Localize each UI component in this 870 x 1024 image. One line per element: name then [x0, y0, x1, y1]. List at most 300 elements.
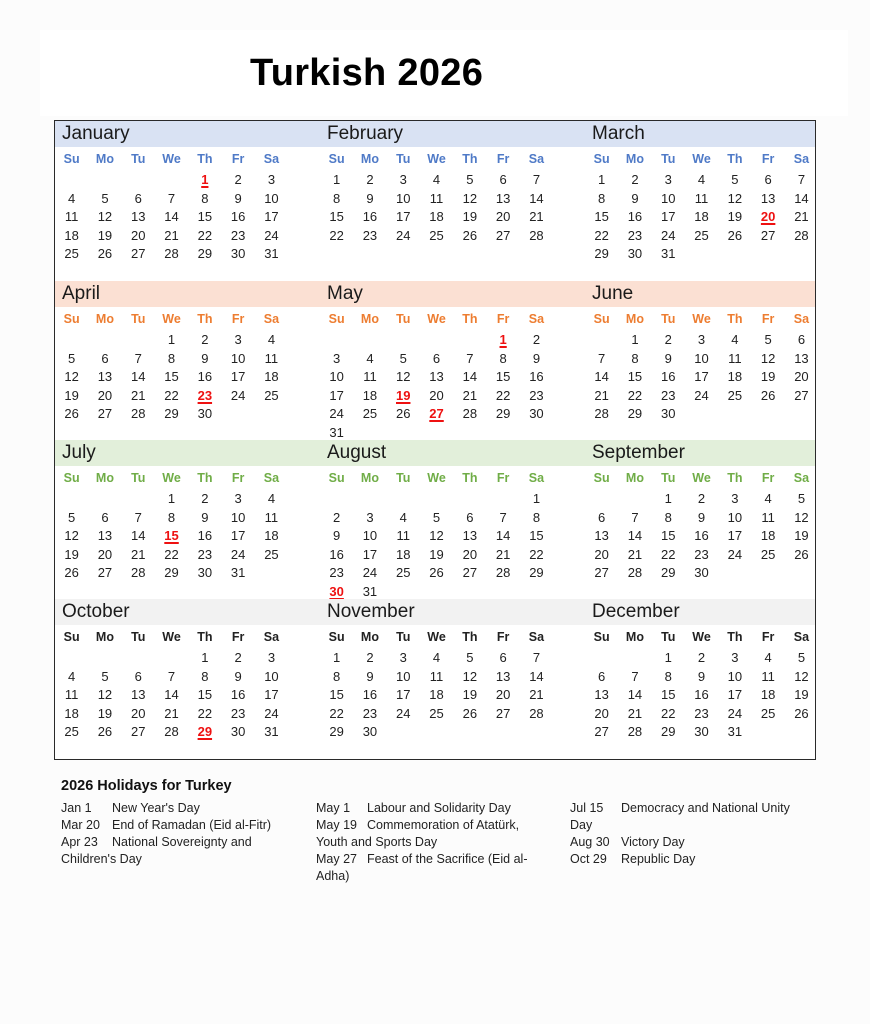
- empty-day-cell: [387, 490, 420, 509]
- week-row: [55, 368, 288, 387]
- holiday-date: Jul 15: [570, 801, 604, 815]
- day-cell: 5: [731, 172, 739, 187]
- weekday-label: We: [162, 630, 181, 644]
- day-cell: 12: [760, 350, 776, 366]
- weekday-label: Fr: [761, 152, 775, 166]
- day-cell: 4: [432, 172, 441, 187]
- empty-day-cell: [155, 649, 188, 668]
- week-row: [320, 190, 553, 209]
- weekday-label: Sa: [263, 312, 280, 326]
- month-november: [320, 599, 582, 759]
- day-cell: 20: [131, 705, 146, 721]
- day-cell: 14: [131, 369, 146, 384]
- day-cell: 15: [661, 528, 676, 543]
- empty-day-cell: [55, 649, 88, 668]
- quarter-row: [55, 440, 815, 600]
- day-cell: 4: [267, 491, 276, 506]
- weekday-label: Th: [197, 152, 213, 166]
- week-row: [585, 723, 818, 742]
- day-cell: 7: [134, 509, 142, 525]
- day-cell: 9: [366, 190, 374, 206]
- day-cell: 25: [429, 705, 444, 721]
- day-cell: 26: [97, 724, 113, 739]
- weekday-label: We: [692, 152, 711, 166]
- month-may: [320, 281, 582, 441]
- page-title: Turkish 2026: [250, 52, 484, 94]
- week-row: [585, 405, 818, 424]
- day-cell: 4: [366, 350, 374, 366]
- day-cell: 24: [694, 387, 709, 403]
- weekday-label: Sa: [793, 152, 810, 166]
- week-row: [585, 668, 818, 687]
- day-cell: 26: [727, 227, 743, 243]
- day-cell: 11: [396, 528, 410, 543]
- day-cell: 13: [760, 190, 776, 206]
- month-name: January: [62, 123, 130, 144]
- day-cell: 1: [201, 650, 209, 665]
- week-row: [55, 564, 288, 583]
- empty-day-cell: [88, 331, 121, 350]
- day-cell: 26: [462, 227, 478, 243]
- empty-day-cell: [751, 405, 784, 424]
- week-row: [55, 509, 288, 528]
- day-cell: 23: [197, 546, 213, 562]
- day-cell: 1: [532, 491, 541, 506]
- week-row: [55, 245, 288, 264]
- day-cell: 31: [230, 565, 246, 580]
- empty-day-cell: [122, 649, 155, 668]
- weekday-label: Su: [328, 630, 345, 644]
- month-name: November: [327, 601, 415, 622]
- week-row: [55, 331, 288, 350]
- day-cell: 21: [131, 387, 146, 403]
- day-cell: 28: [131, 565, 146, 580]
- month-july: [55, 440, 317, 600]
- day-cell: 13: [495, 668, 511, 684]
- day-cell: 3: [366, 509, 374, 525]
- weekday-label: Fr: [496, 312, 510, 326]
- week-row: [585, 649, 818, 668]
- empty-day-cell: [353, 490, 386, 509]
- weekday-label: Fr: [761, 312, 775, 326]
- day-cell: 26: [760, 387, 776, 403]
- day-cell: 9: [234, 668, 242, 684]
- weekday-label: Mo: [95, 630, 114, 644]
- day-cell: 9: [697, 509, 706, 525]
- day-cell: 3: [399, 172, 407, 187]
- day-cell: 9: [697, 668, 706, 684]
- holiday-day-cell: 1: [201, 172, 209, 187]
- weekday-label: Sa: [263, 630, 280, 644]
- day-cell: 27: [594, 565, 609, 580]
- day-cell: 25: [64, 724, 79, 739]
- day-cell: 24: [396, 227, 411, 243]
- day-cell: 27: [462, 565, 478, 580]
- quarter-row: [55, 121, 815, 281]
- empty-day-cell: [486, 490, 519, 509]
- holiday-day-cell: 19: [396, 387, 411, 403]
- week-row: [55, 387, 288, 406]
- day-cell: 6: [499, 172, 507, 187]
- weekday-label: Th: [197, 630, 213, 644]
- empty-day-cell: [420, 490, 453, 509]
- day-cell: 22: [661, 705, 676, 721]
- week-row: [585, 564, 818, 583]
- week-row: [585, 190, 818, 209]
- day-cell: 22: [197, 705, 213, 721]
- day-cell: 19: [462, 209, 478, 224]
- empty-day-cell: [420, 331, 453, 350]
- day-cell: 22: [329, 705, 344, 721]
- empty-day-cell: [585, 490, 618, 509]
- empty-day-cell: [88, 171, 121, 190]
- weekday-header-row: [320, 312, 553, 326]
- week-row: [320, 705, 553, 724]
- weekday-label: Mo: [625, 471, 644, 485]
- weekday-label: We: [427, 630, 446, 644]
- day-cell: 2: [234, 650, 242, 665]
- week-row: [585, 350, 818, 369]
- week-row: [320, 208, 553, 227]
- weekday-label: Th: [727, 312, 743, 326]
- holiday-item: [61, 817, 289, 834]
- empty-day-cell: [453, 490, 486, 509]
- day-cell: 16: [694, 687, 709, 702]
- day-cell: 31: [264, 246, 279, 261]
- day-cell: 16: [362, 687, 378, 702]
- weekday-label: Fr: [496, 152, 510, 166]
- day-cell: 20: [462, 546, 478, 562]
- week-row: [585, 490, 818, 509]
- weekday-label: Tu: [131, 312, 146, 326]
- day-cell: 30: [529, 406, 544, 421]
- holiday-column: [316, 800, 544, 885]
- day-cell: 28: [529, 227, 544, 243]
- day-cell: 4: [764, 491, 772, 506]
- holiday-date: Oct 29: [570, 852, 607, 866]
- day-cell: 3: [697, 332, 706, 347]
- day-cell: 2: [333, 509, 341, 525]
- week-row: [320, 686, 553, 705]
- day-cell: 22: [164, 387, 179, 403]
- weekday-label: Su: [593, 630, 610, 644]
- day-cell: 2: [697, 491, 706, 506]
- day-cell: 4: [68, 668, 76, 684]
- day-cell: 19: [64, 387, 79, 403]
- empty-day-cell: [453, 331, 486, 350]
- week-row: [320, 490, 553, 509]
- weekday-label: Su: [63, 630, 80, 644]
- day-cell: 10: [264, 668, 279, 684]
- empty-day-cell: [122, 331, 155, 350]
- weekday-label: We: [162, 312, 181, 326]
- quarter-row: [55, 599, 815, 759]
- day-cell: 19: [794, 687, 809, 702]
- day-cell: 22: [627, 387, 643, 403]
- day-cell: 5: [101, 668, 109, 684]
- weekday-label: Su: [593, 152, 610, 166]
- day-cell: 7: [466, 350, 474, 366]
- day-cell: 27: [495, 705, 511, 721]
- day-cell: 27: [760, 227, 776, 243]
- day-cell: 9: [532, 350, 541, 366]
- weekday-label: Mo: [625, 152, 644, 166]
- day-cell: 24: [362, 565, 378, 580]
- day-cell: 8: [333, 668, 341, 684]
- day-cell: 26: [64, 565, 79, 580]
- day-cell: 14: [627, 687, 643, 702]
- day-cell: 17: [727, 528, 743, 543]
- day-cell: 18: [396, 546, 411, 562]
- weekday-label: Th: [462, 630, 478, 644]
- day-cell: 23: [362, 227, 378, 243]
- day-cell: 11: [694, 190, 709, 206]
- day-cell: 21: [529, 209, 544, 224]
- day-cell: 2: [532, 332, 541, 347]
- weekday-label: Mo: [95, 312, 114, 326]
- day-cell: 27: [97, 406, 113, 421]
- day-cell: 8: [167, 350, 176, 366]
- week-row: [585, 245, 818, 264]
- month-name: June: [592, 283, 634, 304]
- day-cell: 30: [197, 565, 213, 580]
- weekday-label: Tu: [131, 471, 146, 485]
- weekday-header-row: [55, 471, 288, 485]
- day-cell: 27: [594, 724, 609, 739]
- day-cell: 16: [362, 209, 378, 224]
- day-cell: 8: [532, 509, 541, 525]
- day-cell: 25: [64, 246, 79, 261]
- empty-day-cell: [520, 723, 553, 742]
- day-cell: 16: [627, 209, 643, 224]
- day-cell: 3: [333, 350, 341, 366]
- month-name: May: [327, 283, 363, 304]
- week-row: [585, 227, 818, 246]
- empty-day-cell: [486, 723, 519, 742]
- day-cell: 29: [594, 246, 609, 261]
- day-cell: 12: [727, 190, 743, 206]
- holiday-day-cell: 1: [499, 332, 507, 347]
- day-cell: 30: [230, 724, 246, 739]
- empty-day-cell: [221, 405, 254, 424]
- holiday-name: Democracy and National Unity Day: [570, 801, 790, 832]
- weekday-label: Su: [328, 312, 345, 326]
- day-cell: 13: [495, 190, 511, 206]
- weekday-label: Sa: [793, 471, 810, 485]
- empty-day-cell: [751, 245, 784, 264]
- week-row: [585, 331, 818, 350]
- day-cell: 11: [264, 509, 279, 525]
- day-cell: 14: [529, 668, 544, 684]
- holiday-name: Commemoration of Atatürk, Youth and Sports Day: [316, 818, 520, 849]
- day-cell: 7: [631, 668, 639, 684]
- day-cell: 15: [529, 528, 544, 543]
- day-cell: 14: [529, 190, 544, 206]
- day-cell: 25: [694, 227, 709, 243]
- day-cell: 15: [495, 369, 511, 384]
- day-cell: 17: [264, 687, 279, 702]
- weekday-label: Tu: [131, 152, 146, 166]
- day-cell: 10: [230, 509, 246, 525]
- day-cell: 3: [731, 650, 739, 665]
- day-cell: 23: [694, 546, 709, 562]
- day-cell: 31: [329, 424, 344, 440]
- day-cell: 3: [664, 172, 672, 187]
- day-cell: 8: [499, 350, 507, 366]
- day-cell: 29: [661, 565, 676, 580]
- week-row: [585, 387, 818, 406]
- day-cell: 12: [97, 687, 113, 702]
- empty-day-cell: [88, 649, 121, 668]
- day-cell: 23: [694, 705, 709, 721]
- day-cell: 7: [598, 350, 606, 366]
- month-june: [585, 281, 847, 441]
- day-cell: 22: [661, 546, 676, 562]
- day-cell: 21: [462, 387, 478, 403]
- holidays-heading: 2026 Holidays for Turkey: [61, 778, 232, 794]
- weekday-label: Su: [328, 152, 345, 166]
- day-cell: 30: [694, 724, 709, 739]
- day-cell: 29: [164, 406, 179, 421]
- day-cell: 2: [631, 172, 639, 187]
- week-row: [320, 331, 553, 350]
- day-cell: 5: [797, 650, 806, 665]
- day-cell: 26: [396, 406, 411, 421]
- day-cell: 28: [794, 227, 809, 243]
- day-cell: 17: [396, 687, 411, 702]
- week-row: [320, 387, 553, 406]
- weekday-label: Tu: [661, 152, 676, 166]
- day-cell: 3: [267, 172, 276, 187]
- day-cell: 19: [64, 546, 79, 562]
- empty-day-cell: [155, 171, 188, 190]
- day-cell: 27: [97, 565, 113, 580]
- weekday-header-row: [585, 312, 818, 326]
- empty-day-cell: [255, 405, 288, 424]
- week-row: [55, 649, 288, 668]
- month-name: September: [592, 442, 685, 463]
- holiday-date: Mar 20: [61, 818, 100, 832]
- day-cell: 20: [495, 209, 511, 224]
- day-cell: 28: [627, 565, 643, 580]
- weekday-label: Fr: [231, 312, 245, 326]
- weekday-label: Mo: [360, 630, 379, 644]
- day-cell: 30: [694, 565, 709, 580]
- empty-day-cell: [122, 171, 155, 190]
- holiday-date: Apr 23: [61, 835, 98, 849]
- day-cell: 9: [366, 668, 374, 684]
- day-cell: 25: [264, 546, 279, 562]
- day-cell: 29: [627, 406, 643, 421]
- day-cell: 17: [230, 528, 246, 543]
- day-cell: 18: [362, 387, 378, 403]
- day-cell: 5: [68, 350, 76, 366]
- weekday-header-row: [320, 152, 553, 166]
- day-cell: 12: [462, 190, 478, 206]
- weekday-label: We: [427, 312, 446, 326]
- day-cell: 20: [594, 705, 609, 721]
- day-cell: 21: [794, 209, 809, 224]
- empty-day-cell: [785, 564, 818, 583]
- holiday-item: [61, 834, 289, 868]
- day-cell: 6: [432, 350, 441, 366]
- day-cell: 26: [97, 246, 113, 261]
- day-cell: 17: [661, 209, 676, 224]
- day-cell: 22: [164, 546, 179, 562]
- weekday-label: Th: [727, 630, 743, 644]
- quarter-row: [55, 281, 815, 441]
- empty-day-cell: [453, 723, 486, 742]
- day-cell: 23: [362, 705, 378, 721]
- day-cell: 16: [230, 687, 246, 702]
- week-row: [320, 564, 553, 583]
- empty-day-cell: [785, 405, 818, 424]
- weekday-label: Su: [593, 312, 610, 326]
- month-february: [320, 121, 582, 281]
- day-cell: 26: [64, 406, 79, 421]
- day-cell: 19: [760, 369, 776, 384]
- week-row: [55, 705, 288, 724]
- day-cell: 17: [230, 369, 246, 384]
- empty-day-cell: [420, 723, 453, 742]
- day-cell: 20: [97, 546, 113, 562]
- day-cell: 9: [631, 190, 639, 206]
- day-cell: 6: [797, 332, 806, 347]
- week-row: [55, 208, 288, 227]
- month-april: [55, 281, 317, 441]
- day-cell: 6: [466, 509, 474, 525]
- day-cell: 24: [230, 387, 246, 403]
- weekday-label: Fr: [496, 630, 510, 644]
- day-cell: 18: [264, 528, 279, 543]
- day-cell: 3: [234, 332, 242, 347]
- day-cell: 15: [627, 369, 643, 384]
- week-row: [320, 368, 553, 387]
- day-cell: 10: [362, 528, 378, 543]
- weekday-label: We: [162, 471, 181, 485]
- day-cell: 14: [794, 190, 809, 206]
- day-cell: 11: [761, 668, 775, 684]
- day-cell: 7: [631, 509, 639, 525]
- day-cell: 26: [429, 565, 444, 580]
- day-cell: 28: [164, 724, 179, 739]
- weekday-header-row: [55, 152, 288, 166]
- day-cell: 15: [197, 209, 213, 224]
- day-cell: 12: [794, 668, 809, 684]
- month-name: December: [592, 601, 680, 622]
- day-cell: 17: [329, 387, 344, 403]
- day-cell: 1: [664, 491, 672, 506]
- weekday-label: Mo: [360, 152, 379, 166]
- day-cell: 7: [499, 509, 507, 525]
- day-cell: 21: [529, 687, 544, 702]
- week-row: [55, 171, 288, 190]
- day-cell: 24: [264, 227, 279, 243]
- day-cell: 21: [594, 387, 609, 403]
- day-cell: 13: [462, 528, 478, 543]
- day-cell: 19: [97, 227, 113, 243]
- day-cell: 22: [594, 227, 609, 243]
- day-cell: 27: [794, 387, 809, 403]
- week-row: [585, 527, 818, 546]
- empty-day-cell: [618, 490, 651, 509]
- day-cell: 24: [727, 705, 743, 721]
- holiday-name: New Year's Day: [112, 801, 200, 815]
- empty-day-cell: [387, 723, 420, 742]
- weekday-label: Sa: [528, 630, 545, 644]
- day-cell: 2: [366, 650, 374, 665]
- holiday-item: [570, 800, 805, 834]
